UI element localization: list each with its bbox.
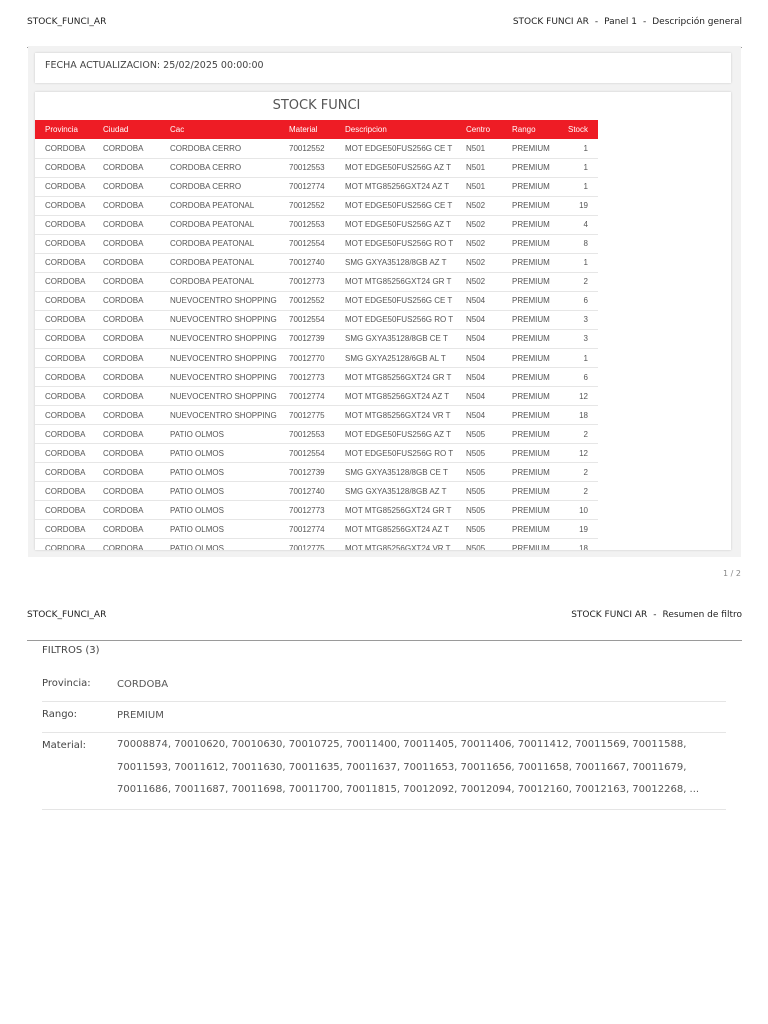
filter-row-provincia [42,671,726,702]
table-header-row [35,120,598,139]
cell-ciudad: CORDOBA [93,406,160,425]
cell-stock: 6 [555,291,598,310]
table-body [35,139,598,550]
separator: - [643,17,647,27]
cell-material: 70012740 [279,253,335,272]
page-number: 1 / 2 [723,569,741,578]
cell-rango: PREMIUM [502,329,555,348]
cell-descripcion: MOT EDGE50FUS256G AZ T [335,425,456,444]
cell-provincia: CORDOBA [35,425,93,444]
header-divider [27,640,742,641]
cell-rango: PREMIUM [502,196,555,215]
cell-cac: PATIO OLMOS [160,539,279,550]
cell-provincia: CORDOBA [35,177,93,196]
cell-centro: N502 [456,215,502,234]
cell-centro: N504 [456,329,502,348]
cell-centro: N505 [456,425,502,444]
cell-descripcion: SMG GXYA35128/8GB AZ T [335,482,456,501]
table-row [35,501,598,520]
cell-centro: N502 [456,253,502,272]
cell-ciudad: CORDOBA [93,158,160,177]
cell-rango: PREMIUM [502,234,555,253]
cell-ciudad: CORDOBA [93,215,160,234]
cell-stock: 12 [555,387,598,406]
cell-provincia: CORDOBA [35,463,93,482]
cell-stock: 2 [555,425,598,444]
cell-cac: NUEVOCENTRO SHOPPING [160,310,279,329]
cell-ciudad: CORDOBA [93,329,160,348]
cell-ciudad: CORDOBA [93,253,160,272]
cell-ciudad: CORDOBA [93,539,160,550]
separator: - [594,17,599,27]
cell-provincia: CORDOBA [35,139,93,158]
table-row [35,215,598,234]
cell-descripcion: SMG GXYA25128/6GB AL T [335,349,456,368]
cell-material: 70012740 [279,482,335,501]
cell-rango: PREMIUM [502,272,555,291]
cell-descripcion: MOT EDGE50FUS256G RO T [335,444,456,463]
cell-material: 70012553 [279,158,335,177]
cell-centro: N501 [456,177,502,196]
column-header-descripcion[interactable]: Descripcion [335,120,456,139]
table-row [35,463,598,482]
cell-descripcion: SMG GXYA35128/8GB AZ T [335,253,456,272]
cell-provincia: CORDOBA [35,482,93,501]
column-header-centro[interactable]: Centro [456,120,502,139]
table-title: STOCK FUNCI [272,98,361,113]
cell-material: 70012773 [279,272,335,291]
table-row [35,253,598,272]
cell-centro: N505 [456,482,502,501]
cell-stock: 3 [555,329,598,348]
cell-stock: 4 [555,215,598,234]
cell-centro: N504 [456,387,502,406]
update-date-text: FECHA ACTUALIZACION: 25/02/2025 00:00:00 [45,60,264,71]
cell-cac: PATIO OLMOS [160,501,279,520]
cell-provincia: CORDOBA [35,501,93,520]
filter-value: PREMIUM [117,710,164,721]
cell-cac: CORDOBA PEATONAL [160,272,279,291]
update-date-card [35,53,731,83]
cell-stock: 2 [555,463,598,482]
cell-centro: N502 [456,234,502,253]
cell-centro: N505 [456,520,502,539]
cell-stock: 8 [555,234,598,253]
filter-value: CORDOBA [117,679,169,690]
filter-row-material [42,733,726,810]
page-location [513,17,742,27]
table-row [35,406,598,425]
filter-summary [42,645,726,810]
cell-descripcion: MOT MTG85256GXT24 GR T [335,368,456,387]
table-row [35,425,598,444]
table-row [35,234,598,253]
cell-cac: CORDOBA PEATONAL [160,253,279,272]
filter-label: Provincia: [42,678,91,689]
cell-stock: 10 [555,501,598,520]
separator: - [653,610,657,620]
cell-provincia: CORDOBA [35,368,93,387]
report-name: STOCK_FUNCI_AR [27,17,107,27]
cell-cac: PATIO OLMOS [160,482,279,501]
cell-cac: NUEVOCENTRO SHOPPING [160,291,279,310]
cell-provincia: CORDOBA [35,234,93,253]
table-row [35,291,598,310]
cell-cac: NUEVOCENTRO SHOPPING [160,387,279,406]
page-header [27,12,742,32]
table-row [35,329,598,348]
cell-centro: N505 [456,463,502,482]
cell-rango: PREMIUM [502,310,555,329]
cell-stock: 1 [555,139,598,158]
cell-provincia: CORDOBA [35,329,93,348]
page-location [571,610,742,620]
cell-cac: PATIO OLMOS [160,463,279,482]
cell-centro: N504 [456,349,502,368]
cell-ciudad: CORDOBA [93,520,160,539]
cell-ciudad: CORDOBA [93,177,160,196]
cell-material: 70012775 [279,406,335,425]
cell-cac: NUEVOCENTRO SHOPPING [160,406,279,425]
cell-descripcion: MOT EDGE50FUS256G CE T [335,196,456,215]
column-header-stock[interactable]: Stock [555,120,598,139]
table-row [35,368,598,387]
column-header-rango[interactable]: Rango [502,120,555,139]
cell-provincia: CORDOBA [35,539,93,550]
cell-centro: N504 [456,291,502,310]
cell-centro: N504 [456,310,502,329]
report-name: STOCK_FUNCI_AR [27,610,107,620]
cell-material: 70012554 [279,234,335,253]
cell-material: 70012552 [279,291,335,310]
cell-descripcion: SMG GXYA35128/8GB CE T [335,329,456,348]
cell-provincia: CORDOBA [35,387,93,406]
cell-rango: PREMIUM [502,482,555,501]
cell-cac: CORDOBA PEATONAL [160,215,279,234]
cell-rango: PREMIUM [502,158,555,177]
filter-label: Rango: [42,709,78,720]
page-header [27,605,742,625]
cell-descripcion: MOT MTG85256GXT24 GR T [335,501,456,520]
cell-centro: N501 [456,158,502,177]
cell-ciudad: CORDOBA [93,387,160,406]
cell-cac: PATIO OLMOS [160,425,279,444]
cell-ciudad: CORDOBA [93,463,160,482]
cell-ciudad: CORDOBA [93,234,160,253]
cell-rango: PREMIUM [502,425,555,444]
cell-ciudad: CORDOBA [93,310,160,329]
cell-descripcion: MOT MTG85256GXT24 AZ T [335,387,456,406]
cell-descripcion: MOT MTG85256GXT24 GR T [335,272,456,291]
cell-stock: 6 [555,368,598,387]
cell-centro: N504 [456,406,502,425]
cell-cac: CORDOBA PEATONAL [160,196,279,215]
table-row [35,310,598,329]
cell-cac: NUEVOCENTRO SHOPPING [160,368,279,387]
cell-cac: CORDOBA CERRO [160,139,279,158]
cell-ciudad: CORDOBA [93,444,160,463]
cell-material: 70012552 [279,196,335,215]
cell-material: 70012774 [279,387,335,406]
cell-ciudad: CORDOBA [93,291,160,310]
table-row [35,196,598,215]
cell-provincia: CORDOBA [35,253,93,272]
cell-stock: 19 [555,520,598,539]
cell-centro: N504 [456,368,502,387]
cell-material: 70012554 [279,444,335,463]
cell-centro: N505 [456,444,502,463]
cell-material: 70012552 [279,139,335,158]
cell-rango: PREMIUM [502,177,555,196]
table-row [35,158,598,177]
cell-material: 70012773 [279,368,335,387]
stock-table-card [35,92,731,550]
cell-cac: CORDOBA CERRO [160,158,279,177]
panel-name: Panel 1 [604,17,637,27]
cell-material: 70012775 [279,539,335,550]
table-row [35,272,598,291]
cell-provincia: CORDOBA [35,444,93,463]
table-row [35,520,598,539]
cell-stock: 3 [555,310,598,329]
cell-descripcion: MOT MTG85256GXT24 AZ T [335,177,456,196]
cell-cac: NUEVOCENTRO SHOPPING [160,349,279,368]
cell-descripcion: MOT EDGE50FUS256G RO T [335,310,456,329]
cell-stock: 1 [555,253,598,272]
filter-row-rango [42,702,726,733]
cell-provincia: CORDOBA [35,158,93,177]
cell-stock: 2 [555,482,598,501]
cell-centro: N501 [456,139,502,158]
cell-provincia: CORDOBA [35,406,93,425]
cell-stock: 18 [555,406,598,425]
table-row [35,444,598,463]
cell-material: 70012770 [279,349,335,368]
report-title: STOCK FUNCI AR [571,610,648,620]
cell-rango: PREMIUM [502,139,555,158]
table-row [35,387,598,406]
cell-ciudad: CORDOBA [93,368,160,387]
cell-cac: CORDOBA PEATONAL [160,234,279,253]
cell-rango: PREMIUM [502,291,555,310]
column-header-cac[interactable]: Cac [160,120,279,139]
cell-stock: 12 [555,444,598,463]
cell-material: 70012774 [279,177,335,196]
cell-descripcion: MOT EDGE50FUS256G AZ T [335,158,456,177]
cell-descripcion: MOT EDGE50FUS256G CE T [335,291,456,310]
cell-provincia: CORDOBA [35,215,93,234]
cell-rango: PREMIUM [502,368,555,387]
cell-ciudad: CORDOBA [93,196,160,215]
cell-rango: PREMIUM [502,463,555,482]
cell-rango: PREMIUM [502,520,555,539]
cell-provincia: CORDOBA [35,272,93,291]
cell-cac: NUEVOCENTRO SHOPPING [160,329,279,348]
cell-centro: N505 [456,501,502,520]
cell-provincia: CORDOBA [35,196,93,215]
cell-stock: 18 [555,539,598,550]
cell-material: 70012553 [279,215,335,234]
cell-ciudad: CORDOBA [93,349,160,368]
cell-ciudad: CORDOBA [93,272,160,291]
cell-material: 70012553 [279,425,335,444]
cell-ciudad: CORDOBA [93,425,160,444]
cell-descripcion: MOT EDGE50FUS256G CE T [335,139,456,158]
cell-centro: N502 [456,196,502,215]
section-name: Resumen de filtro [662,610,742,620]
cell-cac: PATIO OLMOS [160,444,279,463]
cell-provincia: CORDOBA [35,520,93,539]
cell-ciudad: CORDOBA [93,501,160,520]
cell-rango: PREMIUM [502,444,555,463]
cell-centro: N502 [456,272,502,291]
cell-rango: PREMIUM [502,501,555,520]
cell-rango: PREMIUM [502,215,555,234]
table-row [35,349,598,368]
stock-table [35,120,598,550]
table-row [35,177,598,196]
table-row [35,139,598,158]
column-header-ciudad[interactable]: Ciudad [93,120,160,139]
cell-material: 70012774 [279,520,335,539]
cell-rango: PREMIUM [502,253,555,272]
filters-title: FILTROS (3) [42,645,100,656]
report-title: STOCK FUNCI AR [512,17,589,27]
cell-provincia: CORDOBA [35,349,93,368]
cell-ciudad: CORDOBA [93,139,160,158]
column-header-material[interactable]: Material [279,120,335,139]
cell-descripcion: MOT MTG85256GXT24 VR T [335,539,456,550]
cell-descripcion: SMG GXYA35128/8GB CE T [335,463,456,482]
cell-cac: PATIO OLMOS [160,520,279,539]
cell-stock: 19 [555,196,598,215]
cell-provincia: CORDOBA [35,291,93,310]
cell-rango: PREMIUM [502,349,555,368]
cell-rango: PREMIUM [502,539,555,550]
cell-material: 70012773 [279,501,335,520]
cell-descripcion: MOT MTG85256GXT24 AZ T [335,520,456,539]
cell-rango: PREMIUM [502,387,555,406]
table-row [35,539,598,550]
filter-value: 70008874, 70010620, 70010630, 70010725, 70011400, 70011405, 70011406, 70011412, 70011569, 70011588, 70011593, 70011612, 70011630, 70011635, 70011637, 70011653, 70011656, 70011658, 70011667, 70011679, 70011686, 70011687, 70011698, 70011700, 70011815, 70012092, 70012094, 70012160, 70012163, 70012268, ... [117,739,700,795]
cell-material: 70012554 [279,310,335,329]
cell-material: 70012739 [279,329,335,348]
section-name: Descripción general [652,17,742,27]
cell-descripcion: MOT EDGE50FUS256G RO T [335,234,456,253]
table-row [35,482,598,501]
cell-centro: N505 [456,539,502,550]
cell-stock: 1 [555,349,598,368]
filter-label: Material: [42,740,86,751]
cell-ciudad: CORDOBA [93,482,160,501]
cell-stock: 2 [555,272,598,291]
cell-rango: PREMIUM [502,406,555,425]
cell-descripcion: MOT MTG85256GXT24 VR T [335,406,456,425]
cell-cac: CORDOBA CERRO [160,177,279,196]
column-header-provincia[interactable]: Provincia [35,120,93,139]
cell-material: 70012739 [279,463,335,482]
cell-descripcion: MOT EDGE50FUS256G AZ T [335,215,456,234]
cell-stock: 1 [555,177,598,196]
cell-provincia: CORDOBA [35,310,93,329]
cell-stock: 1 [555,158,598,177]
